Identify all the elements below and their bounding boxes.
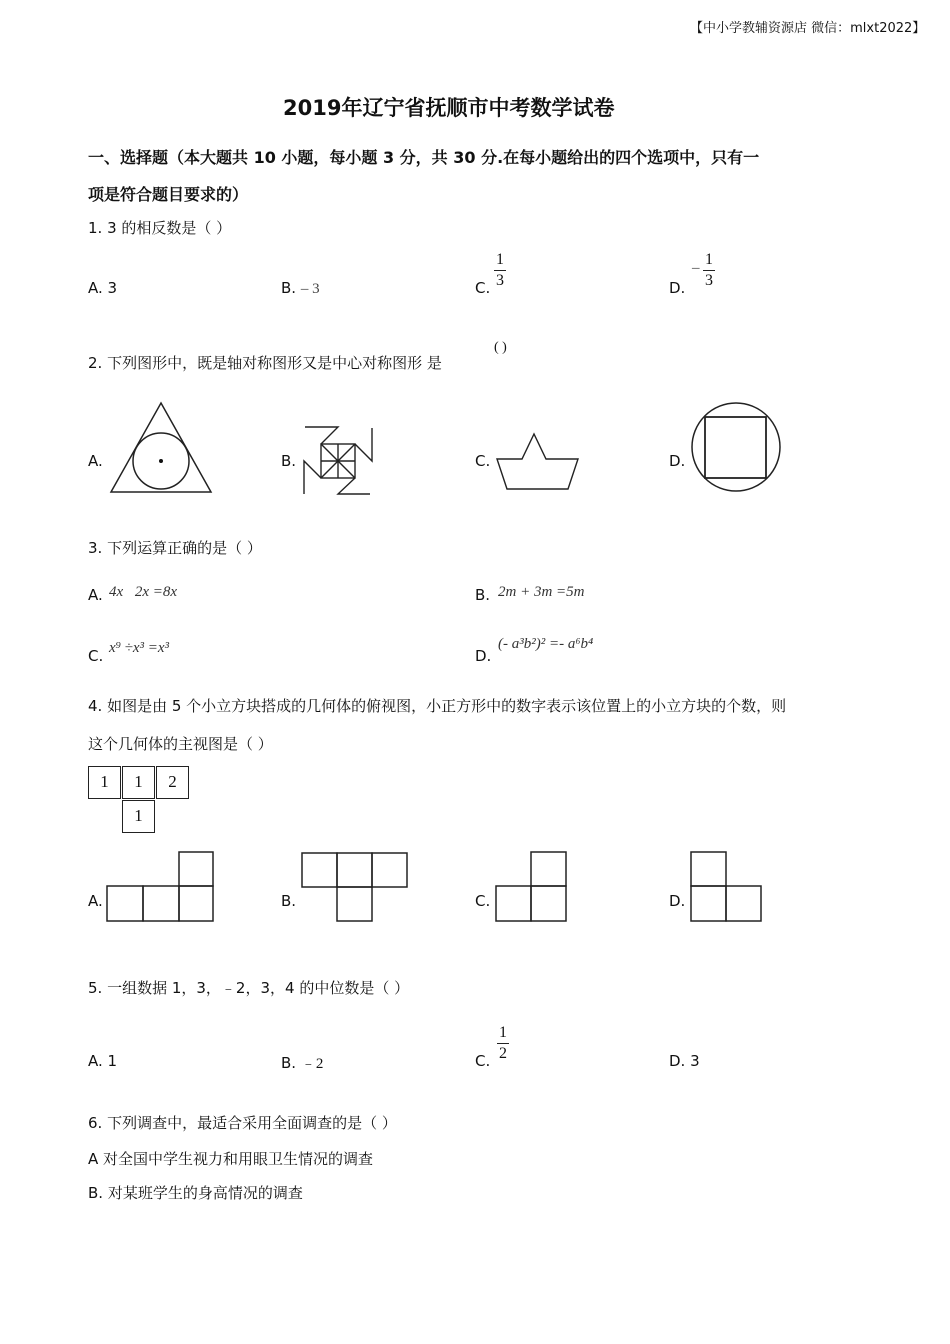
q6-stem: 6. 下列调查中，最适合采用全面调查的是（ ） (88, 1114, 397, 1132)
q5-c-denominator: 2 (499, 1045, 507, 1062)
q1-option-b-value: – 3 (300, 281, 320, 297)
q3-option-a-label: A. (88, 586, 103, 604)
q4-option-a: A. (88, 892, 103, 910)
q4-option-c: C. (475, 892, 491, 910)
page-title: 2019年辽宁省抚顺市中考数学试卷 (283, 96, 615, 120)
q2-bracket: ( ) (494, 340, 507, 355)
q2-figure-c-boat (494, 432, 582, 492)
q1-option-b (281, 279, 320, 298)
grid-cell: 1 (122, 800, 155, 833)
header-note: 【中小学教辅资源店 微信：mlxt2022】 (690, 21, 926, 36)
q3-option-b-label: B. (475, 586, 491, 604)
q1-option-d-label: D. (669, 279, 686, 297)
q5-option-b-label: B. (281, 1054, 297, 1072)
q3-option-b-expr: 2m + 3m =5m (498, 584, 585, 600)
q5-option-d: D. 3 (669, 1052, 700, 1070)
q2-option-a: A. (88, 452, 103, 470)
grid-cell: 1 (88, 766, 121, 799)
q1-option-b-label: B. (281, 279, 297, 297)
section-heading-line1: 一、选择题（本大题共 10 小题，每小题 3 分，共 30 分.在每小题给出的四个选项中，只有一 (88, 148, 760, 167)
q2-stem: 2. 下列图形中，既是轴对称图形又是中心对称图形 是 (88, 354, 442, 372)
q4-figure-b (301, 852, 411, 923)
q1-option-c-fraction (494, 252, 506, 289)
q1-d-denominator: 3 (705, 272, 713, 289)
q2-figure-b-pinwheel (303, 427, 373, 495)
q4-option-d: D. (669, 892, 686, 910)
q1-option-d-sign: – (692, 260, 700, 276)
q1-option-c-label: C. (475, 279, 491, 297)
q3-option-c-label: C. (88, 647, 104, 665)
q5-option-a: A. 1 (88, 1052, 118, 1070)
q5-option-c-fraction (497, 1025, 509, 1062)
q3-option-d-expr: (- a³b²)² =- a⁶b⁴ (498, 636, 594, 652)
q1-option-d-fraction (703, 252, 715, 289)
q1-d-numerator: 1 (703, 252, 715, 271)
q1-c-denominator: 3 (496, 272, 504, 289)
q2-figure-d-circle-square (689, 401, 783, 495)
q5-option-b-value: ﹣2 (300, 1056, 324, 1072)
q4-stem-line1: 4. 如图是由 5 个小立方块搭成的几何体的俯视图，小正方形中的数字表示该位置上的小立方块的个数，则 (88, 697, 787, 715)
q4-option-b: B. (281, 892, 297, 910)
q3-option-d-label: D. (475, 647, 492, 665)
q2-option-b: B. (281, 452, 297, 470)
q5-option-c-label: C. (475, 1052, 491, 1070)
grid-cell: 1 (122, 766, 155, 799)
q1-option-a: A. 3 (88, 279, 118, 297)
q5-c-numerator: 1 (497, 1025, 509, 1044)
q3-stem: 3. 下列运算正确的是（ ） (88, 539, 262, 557)
q4-figure-a (106, 851, 216, 923)
q3-option-a-expr: 4x⃞2x =8x (109, 584, 178, 600)
q4-figure-c (495, 851, 569, 923)
q4-stem-line2: 这个几何体的主视图是（ ） (88, 735, 273, 753)
q1-c-numerator: 1 (494, 252, 506, 271)
q6-option-a: A 对全国中学生视力和用眼卫生情况的调查 (88, 1150, 374, 1168)
q2-figure-a-triangle-circle (108, 400, 214, 495)
q4-figure-d (690, 851, 764, 923)
q6-option-b: B. 对某班学生的身高情况的调查 (88, 1184, 303, 1202)
q2-option-c: C. (475, 452, 491, 470)
q3-option-c-expr: x⁹ ÷x³ =x³ (109, 640, 170, 656)
q5-stem: 5. 一组数据 1，3，﹣2，3，4 的中位数是（ ） (88, 979, 410, 997)
grid-cell: 2 (156, 766, 189, 799)
q1-stem: 1. 3 的相反数是（ ） (88, 219, 232, 237)
q5-option-b (281, 1052, 323, 1073)
q2-option-d: D. (669, 452, 686, 470)
section-heading-line2: 项是符合题目要求的） (88, 185, 249, 204)
